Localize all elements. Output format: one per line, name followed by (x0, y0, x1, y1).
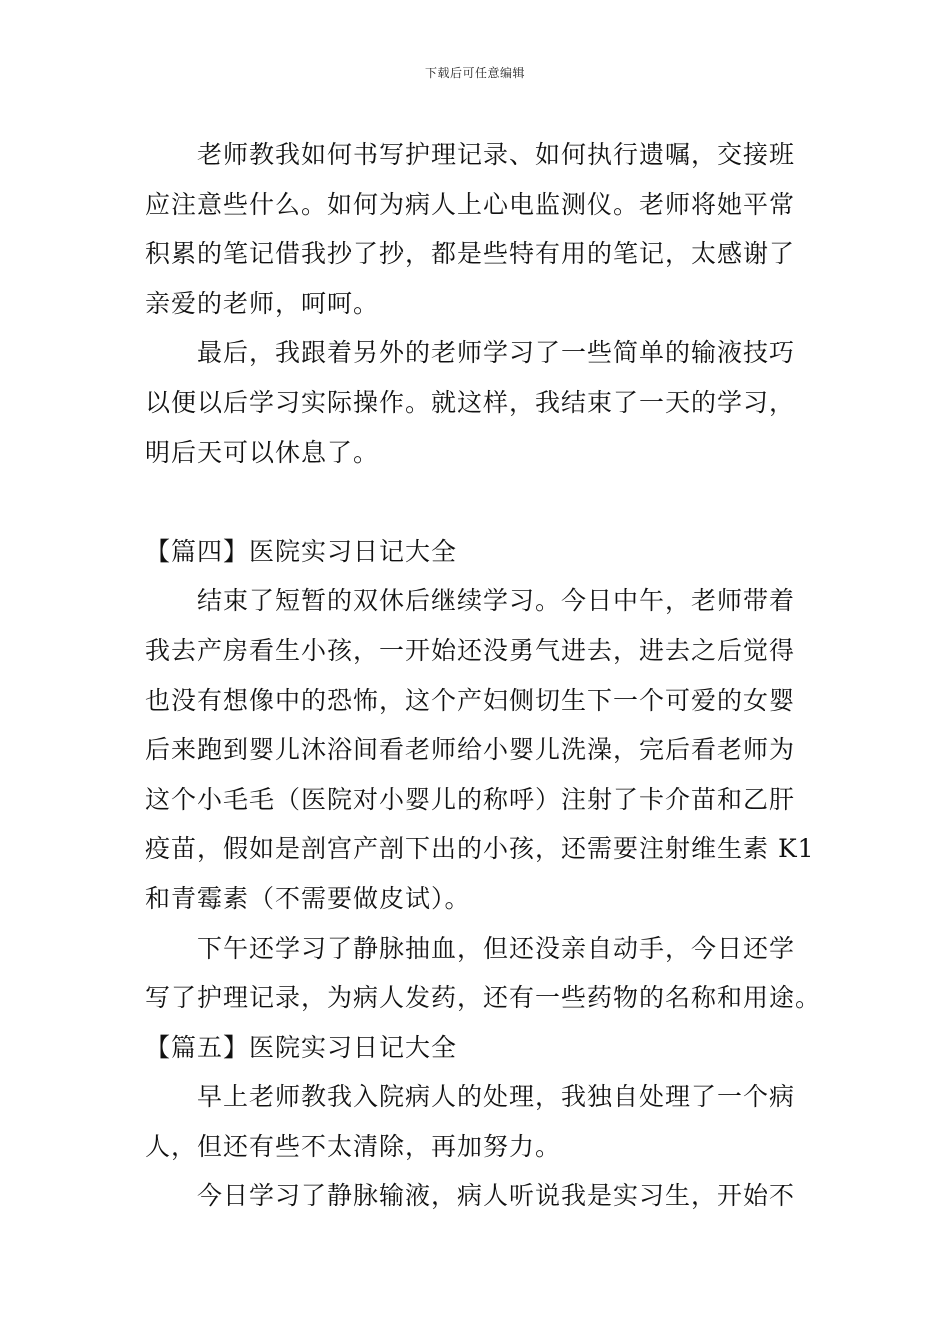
text-line: 我去产房看生小孩，一开始还没勇气进去，进去之后觉得 (145, 635, 796, 665)
text-line: 也没有想像中的恐怖，这个产妇侧切生下一个可爱的女婴 (145, 685, 796, 715)
text-line: 老师教我如何书写护理记录、如何执行遗嘱，交接班 (197, 140, 796, 169)
page-header: 下载后可任意编辑 (424, 66, 525, 80)
text-line: 下午还学习了静脉抽血，但还没亲自动手，今日还学 (197, 933, 796, 963)
text-line: 疫苗，假如是剖宫产剖下出的小孩，还需要注射维生素 K1 (145, 834, 815, 864)
text-line: 这个小毛毛（医院对小婴儿的称呼）注射了卡介苗和乙肝 (145, 784, 796, 814)
text-line: 后来跑到婴儿沐浴间看老师给小婴儿洗澡，完后看老师为 (145, 735, 796, 765)
text-line: 写了护理记录，为病人发药，还有一些药物的名称和用途。 (145, 983, 822, 1013)
text-line: 今日学习了静脉输液，病人听说我是实习生，开始不 (197, 1181, 796, 1211)
text-line: 人，但还有些不太清除，再加努力。 (145, 1131, 562, 1161)
section-heading: 【篇五】医院实习日记大全 (145, 1032, 458, 1062)
text-line: 早上老师教我入院病人的处理，我独自处理了一个病 (197, 1082, 796, 1112)
blank-line (145, 477, 810, 527)
text-line: 明后天可以休息了。 (145, 437, 380, 467)
document-body (145, 130, 822, 1221)
text-line: 积累的笔记借我抄了抄，都是些特有用的笔记，太感谢了 (145, 239, 796, 269)
section-heading: 【篇四】医院实习日记大全 (145, 536, 458, 566)
text-line: 最后，我跟着另外的老师学习了一些简单的输液技巧 (197, 338, 796, 368)
text-line: 和青霉素（不需要做皮试）。 (145, 883, 471, 913)
text-line: 亲爱的老师，呵呵。 (145, 288, 380, 318)
text-line: 以便以后学习实际操作。就这样，我结束了一天的学习， (145, 387, 796, 417)
text-line: 结束了短暂的双休后继续学习。今日中午，老师带着 (197, 586, 796, 616)
text-line: 应注意些什么。如何为病人上心电监测仪。老师将她平常 (145, 189, 796, 219)
